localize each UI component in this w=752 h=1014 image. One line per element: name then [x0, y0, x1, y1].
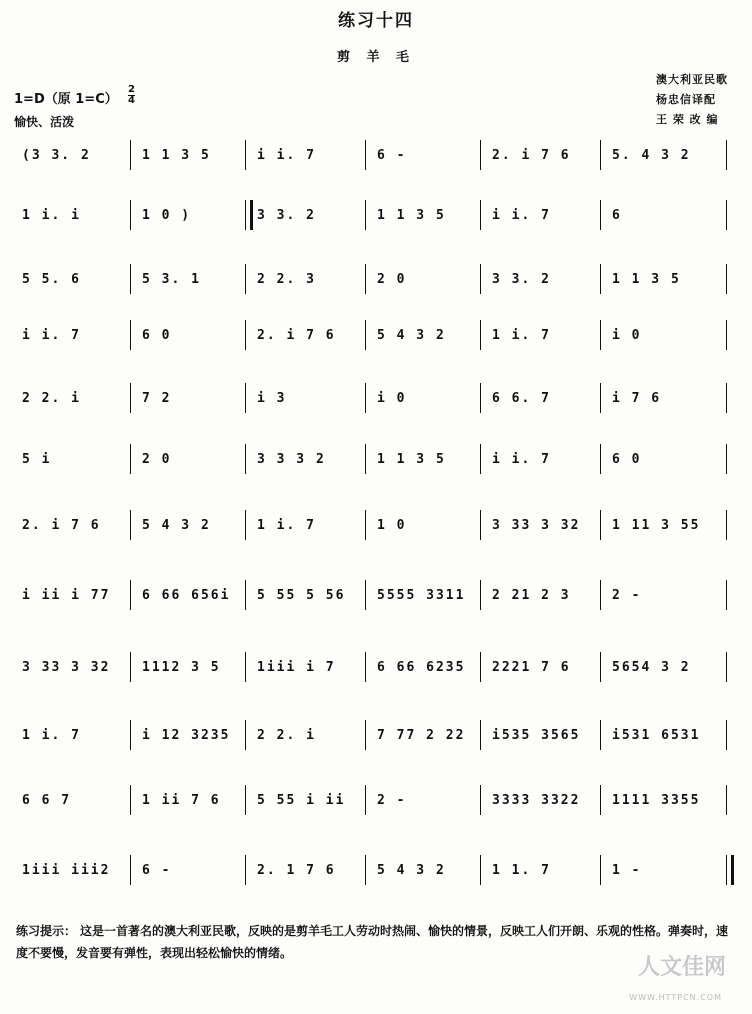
- measure: 3 3 3 2: [257, 451, 326, 467]
- barline: [365, 510, 366, 540]
- measure: 6: [612, 207, 622, 223]
- barline: [130, 264, 131, 294]
- barline: [726, 720, 727, 750]
- measure: (3 3. 2: [22, 147, 91, 163]
- measure: 1 i. 7: [22, 727, 81, 743]
- barline: [480, 510, 481, 540]
- measure: 5 4 3 2: [377, 862, 446, 878]
- score-row: [14, 444, 730, 474]
- barline: [480, 785, 481, 815]
- measure: i i. 7: [492, 451, 551, 467]
- barline: [245, 855, 246, 885]
- key-signature: 1=D（原 1=C）: [14, 92, 118, 107]
- barline: [245, 383, 246, 413]
- score-row: [14, 200, 730, 230]
- score-row: [14, 720, 730, 750]
- measure: 5. 4 3 2: [612, 147, 691, 163]
- barline: [365, 855, 366, 885]
- score-row: [14, 320, 730, 350]
- time-signature: [128, 85, 135, 106]
- barline: [726, 855, 734, 885]
- measure: 1112 3 5: [142, 659, 221, 675]
- barline: [245, 444, 246, 474]
- barline: [365, 200, 366, 230]
- measure: 1 i. 7: [257, 517, 316, 533]
- credits: [656, 70, 728, 130]
- measure: 2 2. i: [22, 390, 81, 406]
- barline: [600, 320, 601, 350]
- measure: i ii i 77: [22, 587, 111, 603]
- measure: i i. 7: [492, 207, 551, 223]
- barline: [480, 444, 481, 474]
- barline: [600, 140, 601, 170]
- practice-tips: [16, 920, 734, 964]
- measure: 1 i. 7: [492, 327, 551, 343]
- measure: 1111 3355: [612, 792, 701, 808]
- measure: 6 66 656i: [142, 587, 231, 603]
- measure: 3333 3322: [492, 792, 581, 808]
- barline: [480, 720, 481, 750]
- barline: [245, 200, 253, 230]
- measure: i 0: [612, 327, 642, 343]
- measure: 1 11 3 55: [612, 517, 701, 533]
- measure: 2 -: [612, 587, 642, 603]
- measure: 5555 3311: [377, 587, 466, 603]
- measure: i i. 7: [22, 327, 81, 343]
- barline: [130, 855, 131, 885]
- measure: 2 2. 3: [257, 271, 316, 287]
- credit-origin: 澳大利亚民歌: [656, 73, 728, 86]
- measure: i531 6531: [612, 727, 701, 743]
- measure: 1 -: [612, 862, 642, 878]
- tips-label: 练习提示：: [16, 924, 77, 938]
- barline: [600, 652, 601, 682]
- measure: 1 1. 7: [492, 862, 551, 878]
- barline: [600, 383, 601, 413]
- barline: [365, 720, 366, 750]
- measure: 2 -: [377, 792, 407, 808]
- barline: [365, 444, 366, 474]
- barline: [245, 264, 246, 294]
- barline: [130, 140, 131, 170]
- measure: 1 0: [377, 517, 407, 533]
- barline: [600, 720, 601, 750]
- measure: 2. i 7 6: [492, 147, 571, 163]
- barline: [726, 140, 727, 170]
- measure: i i. 7: [257, 147, 316, 163]
- barline: [130, 720, 131, 750]
- measure: 6 -: [377, 147, 407, 163]
- barline: [365, 652, 366, 682]
- barline: [726, 785, 727, 815]
- score-row: [14, 383, 730, 413]
- barline: [130, 200, 131, 230]
- barline: [726, 652, 727, 682]
- measure: 5 3. 1: [142, 271, 201, 287]
- barline: [726, 444, 727, 474]
- barline: [365, 383, 366, 413]
- barline: [600, 200, 601, 230]
- measure: 2221 7 6: [492, 659, 571, 675]
- measure: 2. i 7 6: [22, 517, 101, 533]
- barline: [245, 580, 246, 610]
- measure: 5 5. 6: [22, 271, 81, 287]
- measure: 1iii iii2: [22, 862, 111, 878]
- measure: 6 6 7: [22, 792, 72, 808]
- barline: [130, 785, 131, 815]
- measure: i535 3565: [492, 727, 581, 743]
- watermark-url: WWW.HTTPCN.COM: [629, 993, 722, 1002]
- measure: i 0: [377, 390, 407, 406]
- measure: 6 0: [142, 327, 172, 343]
- measure: 2. i 7 6: [257, 327, 336, 343]
- measure: 1 ii 7 6: [142, 792, 221, 808]
- measure: 1 1 3 5: [377, 451, 446, 467]
- measure: 1 0 ): [142, 207, 192, 223]
- barline: [245, 720, 246, 750]
- measure: 2 0: [142, 451, 172, 467]
- credit-translator: 杨忠信译配: [656, 93, 716, 106]
- barline: [365, 785, 366, 815]
- score-row: [14, 580, 730, 610]
- barline: [245, 785, 246, 815]
- barline: [600, 510, 601, 540]
- meter-bottom: 4: [128, 95, 135, 106]
- measure: 1 1 3 5: [377, 207, 446, 223]
- barline: [365, 320, 366, 350]
- score-row: [14, 264, 730, 294]
- measure: 1 i. i: [22, 207, 81, 223]
- measure: 5654 3 2: [612, 659, 691, 675]
- barline: [365, 264, 366, 294]
- score-row: [14, 140, 730, 170]
- barline: [600, 785, 601, 815]
- barline: [245, 652, 246, 682]
- barline: [726, 580, 727, 610]
- watermark: 人文佳网: [637, 955, 726, 980]
- score-row: [14, 652, 730, 682]
- barline: [480, 140, 481, 170]
- measure: 3 3. 2: [257, 207, 316, 223]
- barline: [365, 140, 366, 170]
- measure: 7 2: [142, 390, 172, 406]
- measure: i 12 3235: [142, 727, 231, 743]
- barline: [365, 580, 366, 610]
- measure: 6 66 6235: [377, 659, 466, 675]
- barline: [130, 383, 131, 413]
- page-title: 练习十四: [338, 11, 414, 31]
- barline: [480, 320, 481, 350]
- barline: [480, 383, 481, 413]
- measure: 2. 1 7 6: [257, 862, 336, 878]
- score-row: [14, 855, 730, 885]
- measure: 3 3. 2: [492, 271, 551, 287]
- barline: [480, 652, 481, 682]
- measure: 5 4 3 2: [142, 517, 211, 533]
- barline: [600, 264, 601, 294]
- barline: [245, 320, 246, 350]
- tempo-marking: 愉快、活泼: [14, 115, 75, 129]
- measure: 7 77 2 22: [377, 727, 466, 743]
- measure: 5 55 5 56: [257, 587, 346, 603]
- tips-text: 这是一首著名的澳大利亚民歌，反映的是剪羊毛工人劳动时热闹、愉快的情景，反映工人们开朗、乐观的性格。弹奏时，速度不要慢，发音要有弹性，表现出轻松愉快的情绪。: [16, 924, 729, 960]
- barline: [130, 444, 131, 474]
- measure: 2 21 2 3: [492, 587, 571, 603]
- measure: i 3: [257, 390, 287, 406]
- measure: 5 i: [22, 451, 52, 467]
- score-row: [14, 510, 730, 540]
- barline: [130, 580, 131, 610]
- measure: 6 6. 7: [492, 390, 551, 406]
- barline: [245, 510, 246, 540]
- score-row: [14, 785, 730, 815]
- barline: [726, 320, 727, 350]
- barline: [600, 580, 601, 610]
- barline: [726, 383, 727, 413]
- measure: 1 1 3 5: [612, 271, 681, 287]
- measure: 5 55 i ii: [257, 792, 346, 808]
- measure: 3 33 3 32: [492, 517, 581, 533]
- measure: 5 4 3 2: [377, 327, 446, 343]
- barline: [726, 510, 727, 540]
- measure: i 7 6: [612, 390, 662, 406]
- measure: 3 33 3 32: [22, 659, 111, 675]
- barline: [480, 200, 481, 230]
- barline: [726, 264, 727, 294]
- meter-top: 2: [128, 84, 135, 95]
- song-title: 剪 羊 毛: [336, 50, 416, 65]
- measure: 1iii i 7: [257, 659, 336, 675]
- measure: 6 0: [612, 451, 642, 467]
- barline: [726, 200, 727, 230]
- barline: [245, 140, 246, 170]
- barline: [480, 580, 481, 610]
- barline: [600, 444, 601, 474]
- barline: [130, 320, 131, 350]
- barline: [600, 855, 601, 885]
- barline: [480, 264, 481, 294]
- barline: [130, 652, 131, 682]
- measure: 6 -: [142, 862, 172, 878]
- measure: 2 0: [377, 271, 407, 287]
- measure: 2 2. i: [257, 727, 316, 743]
- measure: 1 1 3 5: [142, 147, 211, 163]
- barline: [480, 855, 481, 885]
- credit-arranger: 王 荣 改 编: [656, 113, 719, 126]
- barline: [130, 510, 131, 540]
